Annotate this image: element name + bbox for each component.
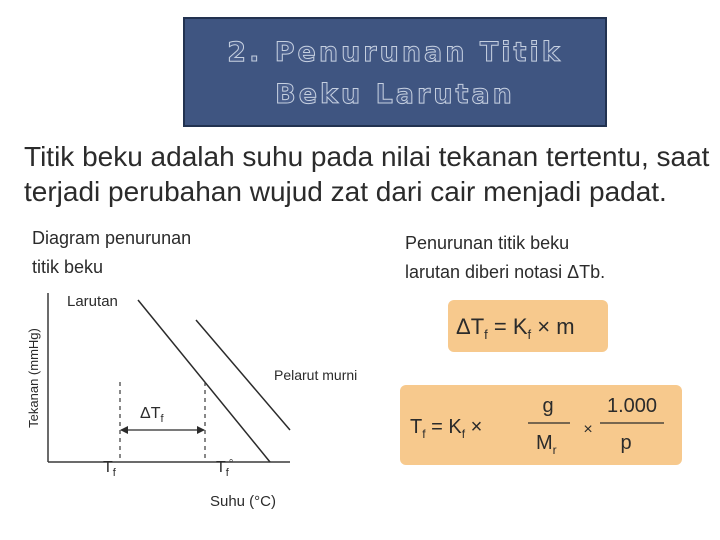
fraction2-denominator: p	[620, 432, 632, 454]
fraction1-denominator: $M_r$	[536, 432, 557, 457]
formula-delta-tf: $\Delta T_f = K_f \times m$	[456, 314, 575, 342]
definition-paragraph: Titik beku adalah suhu pada nilai tekanan tertentu, saat terjadi perubahan wujud zat dari cair menjadi padat.	[24, 141, 710, 207]
x-axis-label: Suhu (°C)	[209, 493, 277, 510]
delta-arrow-left	[120, 426, 128, 434]
title-line-1: 2. Penurunan Titik	[227, 37, 563, 68]
notation-caption-line-1: Penurunan titik beku	[405, 233, 570, 253]
title-line-2: Beku Larutan	[275, 79, 515, 110]
solution-line	[138, 300, 270, 462]
notation-caption-line-2: larutan diberi notasi ΔTb.	[405, 262, 606, 282]
tf0-label: $T_f^\circ$	[216, 458, 234, 479]
fraction2-numerator: 1.000	[606, 395, 658, 417]
diagram-caption-line-2: titik beku	[32, 257, 104, 277]
solvent-label: Pelarut murni	[274, 367, 358, 383]
times-sign: ×	[583, 421, 593, 438]
y-axis-label: Tekanan (mmHg)	[26, 328, 41, 428]
solution-label: Larutan	[67, 293, 118, 310]
tf-label: $T_f$	[103, 459, 116, 479]
delta-tf-label: $\Delta T_f$	[140, 405, 164, 425]
fraction1-numerator: g	[542, 395, 554, 417]
formula-tf-lhs: $T_f = K_f$ ×	[410, 416, 483, 441]
diagram-caption-line-1: Diagram penurunan	[32, 228, 192, 248]
delta-arrow-right	[197, 426, 205, 434]
